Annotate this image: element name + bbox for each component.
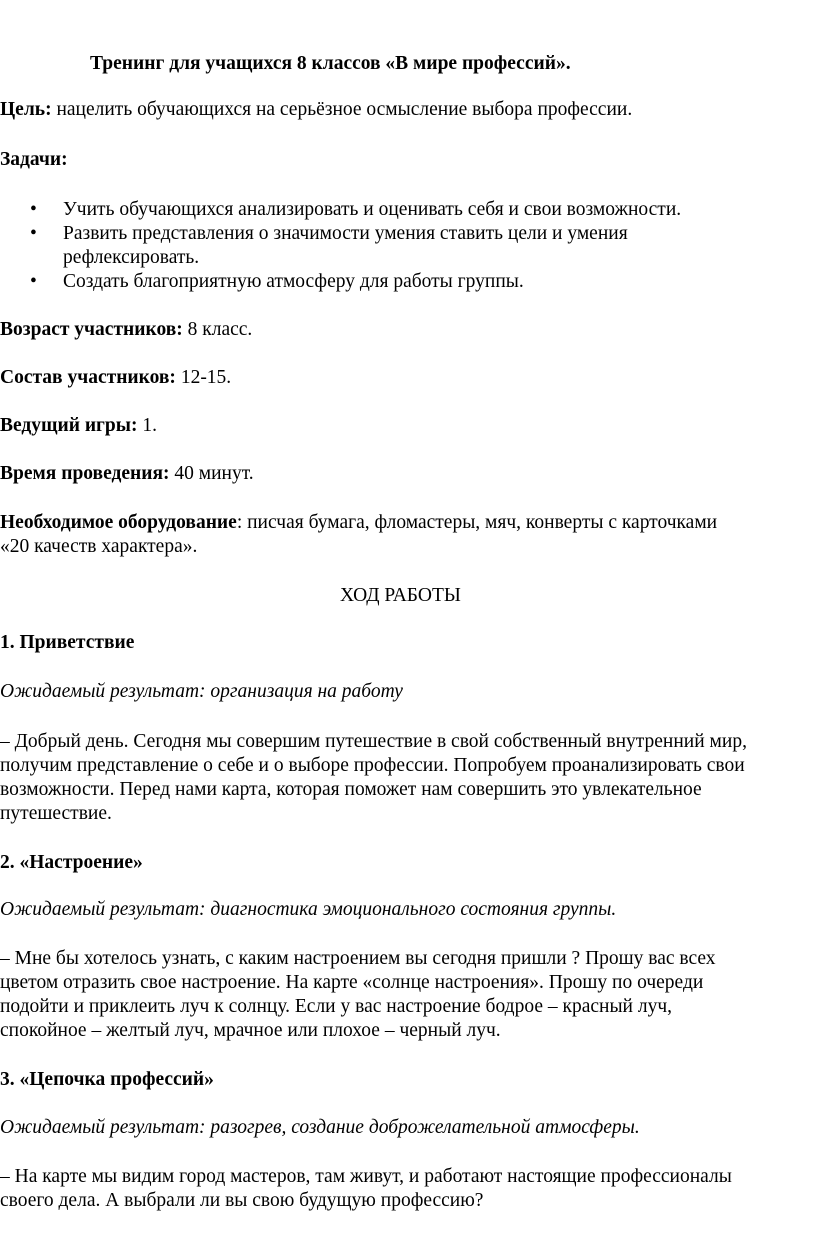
tasks-heading: Задачи: bbox=[0, 149, 68, 170]
expected-result: Ожидаемый результат: диагностика эмоционального состояния группы. bbox=[0, 899, 617, 920]
paragraph-line: возможности. Перед нами карта, которая поможет нам совершить это увлекательное bbox=[0, 779, 702, 800]
section-heading: 1. Приветствие bbox=[0, 632, 135, 653]
duration-line bbox=[0, 462, 254, 486]
goal-text: нацелить обучающихся на серьёзное осмысление выбора профессии. bbox=[51, 99, 633, 120]
paragraph-line: цветом отразить свое настроение. На карте «солнце настроения». Прошу по очереди bbox=[0, 972, 704, 993]
task-item: Учить обучающихся анализировать и оценивать себя и свои возможности. bbox=[63, 199, 682, 220]
expected-result: Ожидаемый результат: разогрев, создание доброжелательной атмосферы. bbox=[0, 1117, 640, 1138]
paragraph-line: путешествие. bbox=[0, 803, 112, 824]
equipment-label: Необходимое оборудование bbox=[0, 512, 237, 533]
paragraph-line: – На карте мы видим город мастеров, там живут, и работают настоящие профессионалы bbox=[0, 1166, 732, 1187]
duration-value: 40 минут. bbox=[169, 463, 254, 484]
host-line bbox=[0, 414, 157, 438]
section-heading: 2. «Настроение» bbox=[0, 852, 143, 873]
task-item: Развить представления о значимости умения ставить цели и умения bbox=[63, 223, 628, 244]
host-value: 1. bbox=[137, 415, 157, 436]
composition-value: 12-15. bbox=[175, 367, 232, 388]
task-item: Создать благоприятную атмосферу для работы группы. bbox=[63, 271, 524, 292]
bullet-icon: • bbox=[30, 223, 37, 244]
paragraph-line: получим представление о себе и о выборе профессии. Попробуем проанализировать свои bbox=[0, 755, 745, 776]
duration-label: Время проведения: bbox=[0, 463, 170, 484]
paragraph-line: – Мне бы хотелось узнать, с каким настроением вы сегодня пришли ? Прошу вас всех bbox=[0, 948, 716, 969]
paragraph-line: – Добрый день. Сегодня мы совершим путешествие в свой собственный внутренний мир, bbox=[0, 731, 747, 752]
host-label: Ведущий игры: bbox=[0, 415, 138, 436]
age-label: Возраст участников: bbox=[0, 319, 183, 340]
age-line bbox=[0, 318, 252, 342]
goal-line bbox=[0, 98, 632, 122]
document-title: Тренинг для учащихся 8 классов «В мире профессий». bbox=[90, 53, 571, 74]
age-value: 8 класс. bbox=[182, 319, 253, 340]
composition-label: Состав участников: bbox=[0, 367, 176, 388]
bullet-icon: • bbox=[30, 199, 37, 220]
paragraph-line: спокойное – желтый луч, мрачное или плохое – черный луч. bbox=[0, 1020, 501, 1041]
bullet-icon: • bbox=[30, 271, 37, 292]
composition-line bbox=[0, 366, 231, 390]
goal-label: Цель: bbox=[0, 99, 52, 120]
equipment-line-2: «20 качеств характера». bbox=[0, 536, 198, 557]
section-heading: 3. «Цепочка профессий» bbox=[0, 1069, 214, 1090]
work-heading: ХОД РАБОТЫ bbox=[340, 585, 461, 606]
paragraph-line: своего дела. А выбрали ли вы свою будущую профессию? bbox=[0, 1190, 484, 1211]
expected-result: Ожидаемый результат: организация на работу bbox=[0, 681, 403, 702]
equipment-text: : писчая бумага, фломастеры, мяч, конверты с карточками bbox=[236, 512, 718, 533]
equipment-line bbox=[0, 511, 717, 535]
paragraph-line: подойти и приклеить луч к солнцу. Если у вас настроение бодрое – красный луч, bbox=[0, 996, 673, 1017]
task-item-continuation: рефлексировать. bbox=[63, 247, 200, 268]
